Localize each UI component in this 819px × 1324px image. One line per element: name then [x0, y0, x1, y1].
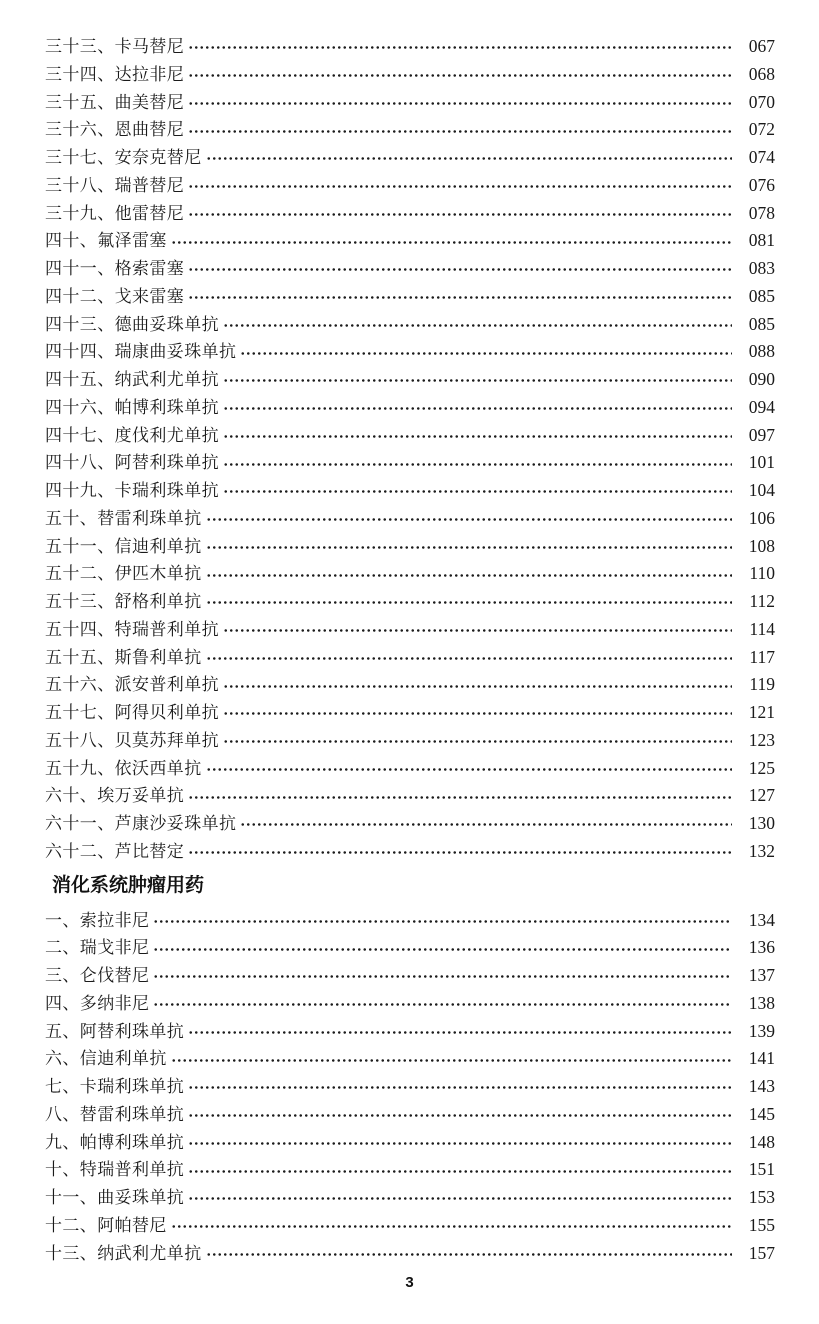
toc-entry: [45, 1212, 775, 1240]
dot-leader: [188, 796, 732, 799]
toc-entry-title: 十三、纳武利尤单抗: [45, 1243, 202, 1263]
dot-leader: [153, 948, 732, 951]
toc-entry: [45, 366, 775, 394]
toc-entry-title: 十、特瑞普利单抗: [45, 1160, 185, 1180]
dot-leader: [188, 1170, 732, 1173]
toc-entry-title: 四十八、阿替利珠单抗: [45, 453, 219, 473]
toc-entry-page-number: 119: [749, 674, 775, 695]
dot-leader: [171, 1059, 732, 1062]
toc-entry-title: 三十四、达拉非尼: [45, 64, 185, 84]
toc-entry-title: 十二、阿帕替尼: [45, 1215, 167, 1235]
toc-entry-page-number: 076: [748, 174, 775, 195]
toc-entry: [45, 89, 775, 117]
dot-leader: [188, 1114, 732, 1117]
dot-leader: [223, 740, 732, 743]
toc-entry-title: 四、多纳非尼: [45, 993, 150, 1013]
dot-leader: [188, 102, 732, 105]
toc-entry: [45, 1240, 775, 1268]
toc-entry-page-number: 151: [748, 1159, 775, 1180]
toc-entry-page-number: 085: [748, 313, 775, 334]
toc-entry-page-number: 106: [748, 507, 775, 528]
toc-entry-page-number: 078: [748, 202, 775, 223]
dot-leader: [206, 546, 732, 549]
toc-entry-page-number: 141: [748, 1048, 775, 1069]
toc-entry-title: 四十六、帕博利珠单抗: [45, 397, 219, 417]
dot-leader: [188, 130, 732, 133]
toc-entry: [45, 1018, 775, 1046]
toc-entry-page-number: 085: [748, 285, 775, 306]
dot-leader: [188, 213, 732, 216]
toc-entry-title: 六十、埃万妥单抗: [45, 786, 185, 806]
toc-entry: [45, 699, 775, 727]
toc-entry: [45, 144, 775, 172]
dot-leader: [223, 407, 732, 410]
toc-entry-title: 一、索拉非尼: [45, 910, 150, 930]
toc-entry-page-number: 072: [748, 119, 775, 140]
toc-entry-page-number: 117: [749, 646, 775, 667]
toc-entry-page-number: 074: [748, 147, 775, 167]
toc-entry-page-number: 081: [748, 230, 775, 251]
toc-entry-title: 三十五、曲美替尼: [45, 92, 185, 112]
toc-entry: [45, 200, 775, 228]
toc-entry: [45, 255, 775, 283]
toc-entry: [45, 311, 775, 339]
toc-entry-title: 五十、替雷利珠单抗: [45, 508, 202, 528]
toc-entry-title: 四十一、格索雷塞: [45, 259, 185, 278]
toc-entry-page-number: 112: [749, 591, 775, 611]
toc-entry-title: 五十八、贝莫苏拜单抗: [45, 730, 219, 750]
toc-entry: [45, 227, 775, 255]
toc-entry-page-number: 123: [748, 729, 775, 750]
toc-entry: [45, 782, 775, 810]
toc-entry-page-number: 110: [749, 563, 775, 584]
dot-leader: [188, 296, 732, 299]
toc-entry-title: 二、瑞戈非尼: [45, 938, 150, 958]
toc-entry: [45, 1045, 775, 1073]
dot-leader: [223, 685, 732, 688]
toc-entry-page-number: 153: [748, 1187, 775, 1207]
toc-entry-title: 六十一、芦康沙妥珠单抗: [45, 814, 237, 833]
toc-entry-page-number: 127: [748, 785, 775, 806]
toc-entry-page-number: 083: [748, 258, 775, 278]
dot-leader: [206, 157, 732, 160]
toc-entry-page-number: 157: [748, 1242, 775, 1263]
toc-entry-page-number: 104: [748, 480, 775, 500]
toc-entry-title: 三十三、卡马替尼: [45, 37, 185, 56]
toc-entry: [45, 1129, 775, 1157]
toc-entry-page-number: 108: [748, 535, 775, 556]
toc-entry-page-number: 134: [748, 909, 775, 930]
toc-entry-page-number: 067: [748, 36, 775, 56]
toc-entry-title: 六、信迪利单抗: [45, 1049, 167, 1069]
dot-leader: [240, 352, 732, 355]
toc-entry: [45, 33, 775, 61]
toc-entry-page-number: 132: [748, 840, 775, 861]
toc-entry-page-number: 138: [748, 992, 775, 1013]
toc-entry: [45, 283, 775, 311]
toc-entry-title: 六十二、芦比替定: [45, 841, 185, 861]
table-of-contents: [45, 33, 775, 1267]
toc-entry: [45, 671, 775, 699]
toc-entry-page-number: 125: [748, 757, 775, 778]
dot-leader: [188, 1086, 732, 1089]
toc-entry-page-number: 088: [748, 341, 775, 362]
dot-leader: [171, 241, 732, 244]
dot-leader: [223, 463, 732, 466]
toc-entry-title: 五十四、特瑞普利单抗: [45, 619, 219, 639]
toc-entry-page-number: 090: [748, 369, 775, 389]
dot-leader: [171, 1225, 732, 1228]
toc-entry-page-number: 068: [748, 63, 775, 84]
toc-entry-page-number: 143: [748, 1076, 775, 1096]
toc-entry-page-number: 136: [748, 937, 775, 958]
toc-entry-title: 四十二、戈来雷塞: [45, 286, 185, 306]
toc-entry-title: 九、帕博利珠单抗: [45, 1132, 185, 1152]
dot-leader: [223, 629, 732, 632]
toc-entry: [45, 116, 775, 144]
dot-leader: [188, 851, 732, 854]
dot-leader: [188, 185, 732, 188]
toc-entry-title: 五十五、斯鲁利单抗: [45, 647, 202, 667]
toc-entry-title: 十一、曲妥珠单抗: [45, 1188, 185, 1207]
page-footer: [0, 1274, 819, 1292]
toc-entry: [45, 1184, 775, 1212]
toc-entry: [45, 394, 775, 422]
toc-entry: [45, 449, 775, 477]
toc-entry-page-number: 070: [748, 91, 775, 112]
toc-entry: [45, 477, 775, 505]
dot-leader: [153, 975, 732, 978]
toc-entry-title: 三十六、恩曲替尼: [45, 120, 185, 140]
toc-entry-title: 四十三、德曲妥珠单抗: [45, 314, 219, 334]
dot-leader: [188, 74, 732, 77]
toc-entry: [45, 1101, 775, 1129]
toc-entry-title: 五十二、伊匹木单抗: [45, 564, 202, 584]
toc-entry-title: 三、仑伐替尼: [45, 966, 150, 985]
toc-entry-title: 七、卡瑞利珠单抗: [45, 1077, 185, 1096]
toc-entry: [45, 644, 775, 672]
dot-leader: [153, 920, 732, 923]
toc-entry-title: 五十九、依沃西单抗: [45, 758, 202, 778]
toc-entry-title: 三十九、他雷替尼: [45, 203, 185, 223]
toc-entry-page-number: 121: [748, 702, 775, 722]
toc-entry-page-number: 148: [748, 1131, 775, 1152]
toc-entry-title: 五十三、舒格利单抗: [45, 592, 202, 611]
toc-entry-page-number: 137: [748, 965, 775, 985]
toc-entry: [45, 61, 775, 89]
dot-leader: [153, 1003, 732, 1006]
dot-leader: [188, 46, 732, 49]
dot-leader: [223, 324, 732, 327]
toc-entry-page-number: 094: [748, 396, 775, 417]
dot-leader: [206, 657, 732, 660]
toc-entry-page-number: 139: [748, 1020, 775, 1041]
toc-entry: [45, 727, 775, 755]
dot-leader: [188, 1031, 732, 1034]
toc-entry: [45, 588, 775, 616]
toc-entry: [45, 505, 775, 533]
toc-entry-title: 四十、氟泽雷塞: [45, 231, 167, 251]
dot-leader: [206, 768, 732, 771]
toc-entry: [45, 907, 775, 935]
toc-entry-title: 四十七、度伐利尤单抗: [45, 425, 219, 445]
dot-leader: [188, 1142, 732, 1145]
toc-entry-title: 八、替雷利珠单抗: [45, 1104, 185, 1124]
dot-leader: [206, 574, 732, 577]
toc-entry: [45, 560, 775, 588]
toc-entry-title: 四十五、纳武利尤单抗: [45, 370, 219, 389]
toc-entry: [45, 990, 775, 1018]
toc-entry: [45, 338, 775, 366]
toc-entry: [45, 616, 775, 644]
toc-entry: [45, 533, 775, 561]
dot-leader: [206, 1253, 732, 1256]
section-heading: 消化系统肿瘤用药: [52, 874, 205, 896]
dot-leader: [188, 1197, 732, 1200]
toc-entry: [45, 172, 775, 200]
toc-entry-page-number: 101: [748, 452, 775, 473]
dot-leader: [188, 268, 732, 271]
toc-entry-title: 四十九、卡瑞利珠单抗: [45, 481, 219, 500]
toc-entry-page-number: 155: [748, 1214, 775, 1235]
dot-leader: [223, 712, 732, 715]
dot-leader: [223, 490, 732, 493]
dot-leader: [206, 518, 732, 521]
toc-entry: [45, 1073, 775, 1101]
toc-entry: [45, 422, 775, 450]
dot-leader: [223, 379, 732, 382]
toc-entry: [45, 755, 775, 783]
toc-entry-title: 五十一、信迪利单抗: [45, 536, 202, 556]
toc-entry-page-number: 114: [749, 618, 775, 639]
page-number: 3: [405, 1274, 414, 1291]
toc-entry: [45, 962, 775, 990]
toc-entry: [45, 838, 775, 866]
toc-entry-title: 四十四、瑞康曲妥珠单抗: [45, 342, 237, 362]
dot-leader: [223, 435, 732, 438]
toc-entry-page-number: 097: [748, 424, 775, 445]
dot-leader: [206, 601, 732, 604]
toc-entry: [45, 810, 775, 838]
toc-entry: [45, 934, 775, 962]
toc-entry-title: 五十六、派安普利单抗: [45, 675, 219, 695]
toc-entry-title: 五十七、阿得贝利单抗: [45, 703, 219, 722]
toc-entry-title: 三十七、安奈克替尼: [45, 148, 202, 167]
toc-entry-page-number: 130: [748, 813, 775, 833]
toc-entry-title: 五、阿替利珠单抗: [45, 1021, 185, 1041]
toc-entry-page-number: 145: [748, 1103, 775, 1124]
toc-entry-title: 三十八、瑞普替尼: [45, 175, 185, 195]
toc-entry: [45, 1156, 775, 1184]
dot-leader: [240, 823, 732, 826]
